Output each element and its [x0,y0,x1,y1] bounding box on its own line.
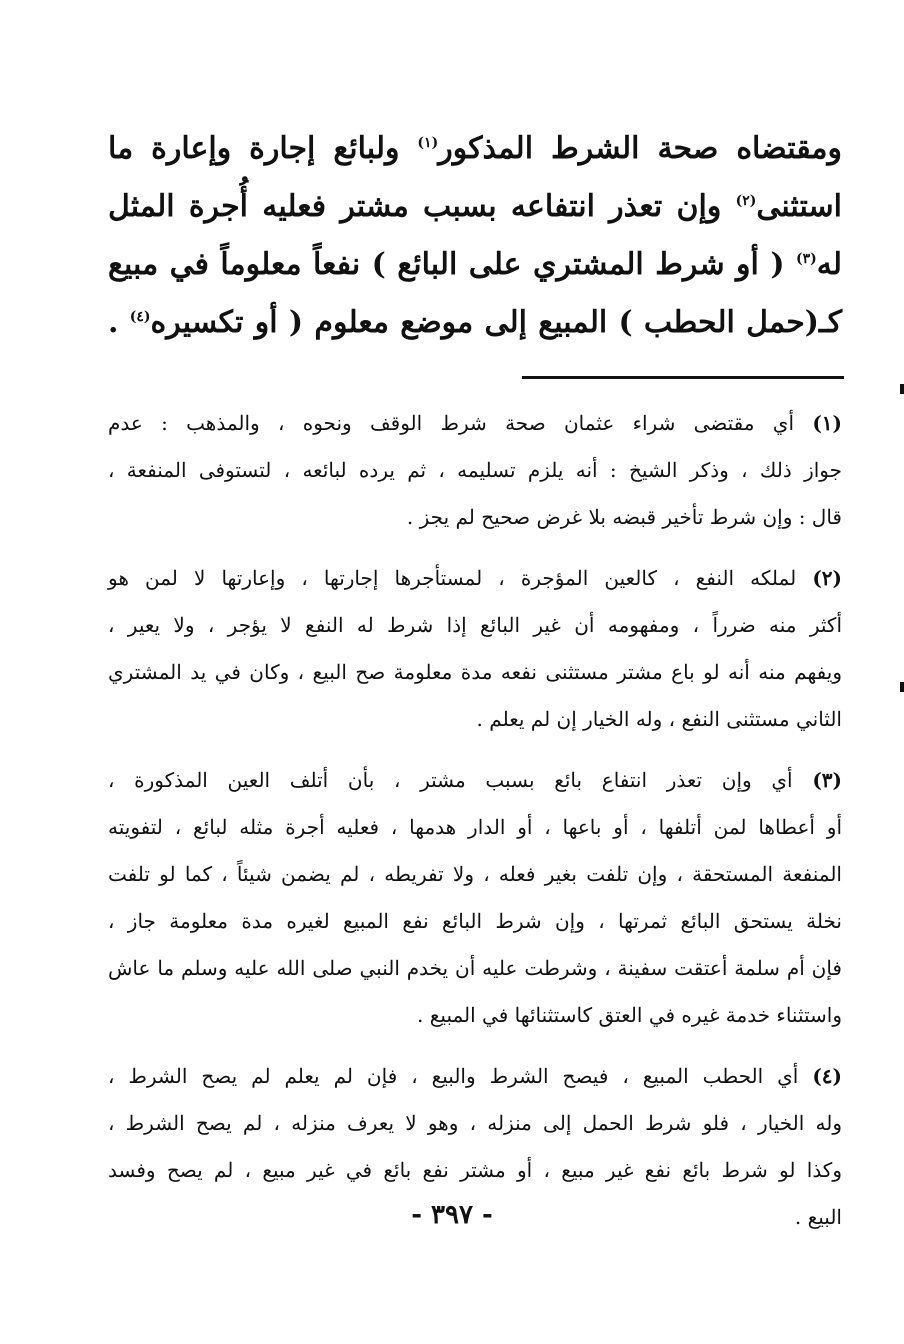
footnote-marker: (٣) [795,251,817,267]
footnote-line: المنفعة المستحقة ، وإن تلفت بغير فعله ، ولا تفريطه ، لم يضمن شيئاً ، كما لو تلفت [108,862,842,886]
footnote-line: أكثر منه ضرراً ، ومفهومه أن غير البائع إذا شرط له النفع لا يؤجر ، ولا يعير ، [108,613,842,637]
footnote-line: (٤) أي الحطب المبيع ، فيصح الشرط والبيع ، فإن لم يعلم لم يصح الشرط ، [108,1064,843,1088]
footnote-line: وكذا لو شرط بائع نفع غير مبيع ، أو مشتر نفع بائع في غير مبيع ، لم يصح وفسد [108,1158,842,1182]
edge-mark [900,682,904,692]
footnote-line: قال : وإن شرط تأخير قبضه بلا غرض صحيح لم يجز . [406,505,842,529]
footnote-line: البيع . [794,1205,842,1229]
main-text-line: له$^{(٣)}$ ( أو شرط المشتري على البائع ) نفعاً معلوماً في مبيع [108,247,842,282]
footnote-marker: (٤) [129,309,151,325]
footnote-line: ويفهم منه أنه لو باع مشتر مستثنى نفعه مدة معلومة صح البيع ، وكان في يد المشتري [108,660,842,684]
edge-mark [900,384,904,394]
footnotes [108,400,842,1255]
footnote-line: (٢) لملكه النفع ، كالعين المؤجرة ، لمستأجرها إجارتها ، وإعارتها لا لمن هو [108,566,843,590]
footnote-number: (٢) [812,566,843,590]
footnote-line: أو أعطاها لمن أتلفها ، أو باعها ، أو الدار هدمها ، فعليه أجرة مثله لبائع ، لتفويته [108,815,842,839]
footnote-line: وله الخيار ، فلو شرط الحمل إلى منزله ، وهو لا يعرف منزله ، لم يصح الشرط ، [108,1111,843,1135]
main-text-line: كـ(حمل الحطب ) المبيع إلى موضع معلوم ( أو تكسيره$^{(٤)}$ . [108,305,843,340]
footnote-line: (١) أي مقتضى شراء عثمان صحة شرط الوقف ونحوه ، والمذهب : عدم [108,411,842,435]
main-text-line: استثنى$^{(٢)}$ وإن تعذر انتفاعه بسبب مشتر فعليه أُجرة المثل [108,189,842,224]
footnote-line: (٣) أي وإن تعذر انتفاع بائع بسبب مشتر ، بأن أتلف العين المذكورة ، [108,768,843,792]
footnote-line: نخلة يستحق البائع ثمرتها ، وإن شرط البائع نفع المبيع لغيره مدة معلومة جاز ، [108,909,842,933]
footnote-line: الثاني مستثنى النفع ، وله الخيار إن لم يعلم . [476,707,842,731]
main-text [108,120,842,352]
page-number: - ٣٩٧ - [411,1200,493,1230]
footnote-marker: (٢) [735,193,757,209]
footnote-line: فإن أم سلمة أعتقت سفينة ، وشرطت عليه أن يخدم النبي صلى الله عليه وسلم ما عاش [108,956,842,980]
footnote-divider [522,376,844,379]
footnote-1 [108,400,842,541]
footnote-2 [108,555,842,743]
footnote-number: (١) [812,411,842,435]
footnote-number: (٣) [812,768,843,792]
footnote-line: جواز ذلك ، وذكر الشيخ : أنه يلزم تسليمه ، ثم يرده لبائعه ، لتستوفى المنفعة ، [108,458,842,482]
footnote-number: (٤) [812,1064,843,1088]
main-text-line: ومقتضاه صحة الشرط المذكور$^{(١)}$ ولبائع إجارة وإعارة ما [108,131,842,166]
footnote-line: واستثناء خدمة غيره في العتق كاستثنائها في المبيع . [417,1003,842,1027]
footnote-3 [108,757,842,1039]
footnote-marker: (١) [417,135,439,151]
